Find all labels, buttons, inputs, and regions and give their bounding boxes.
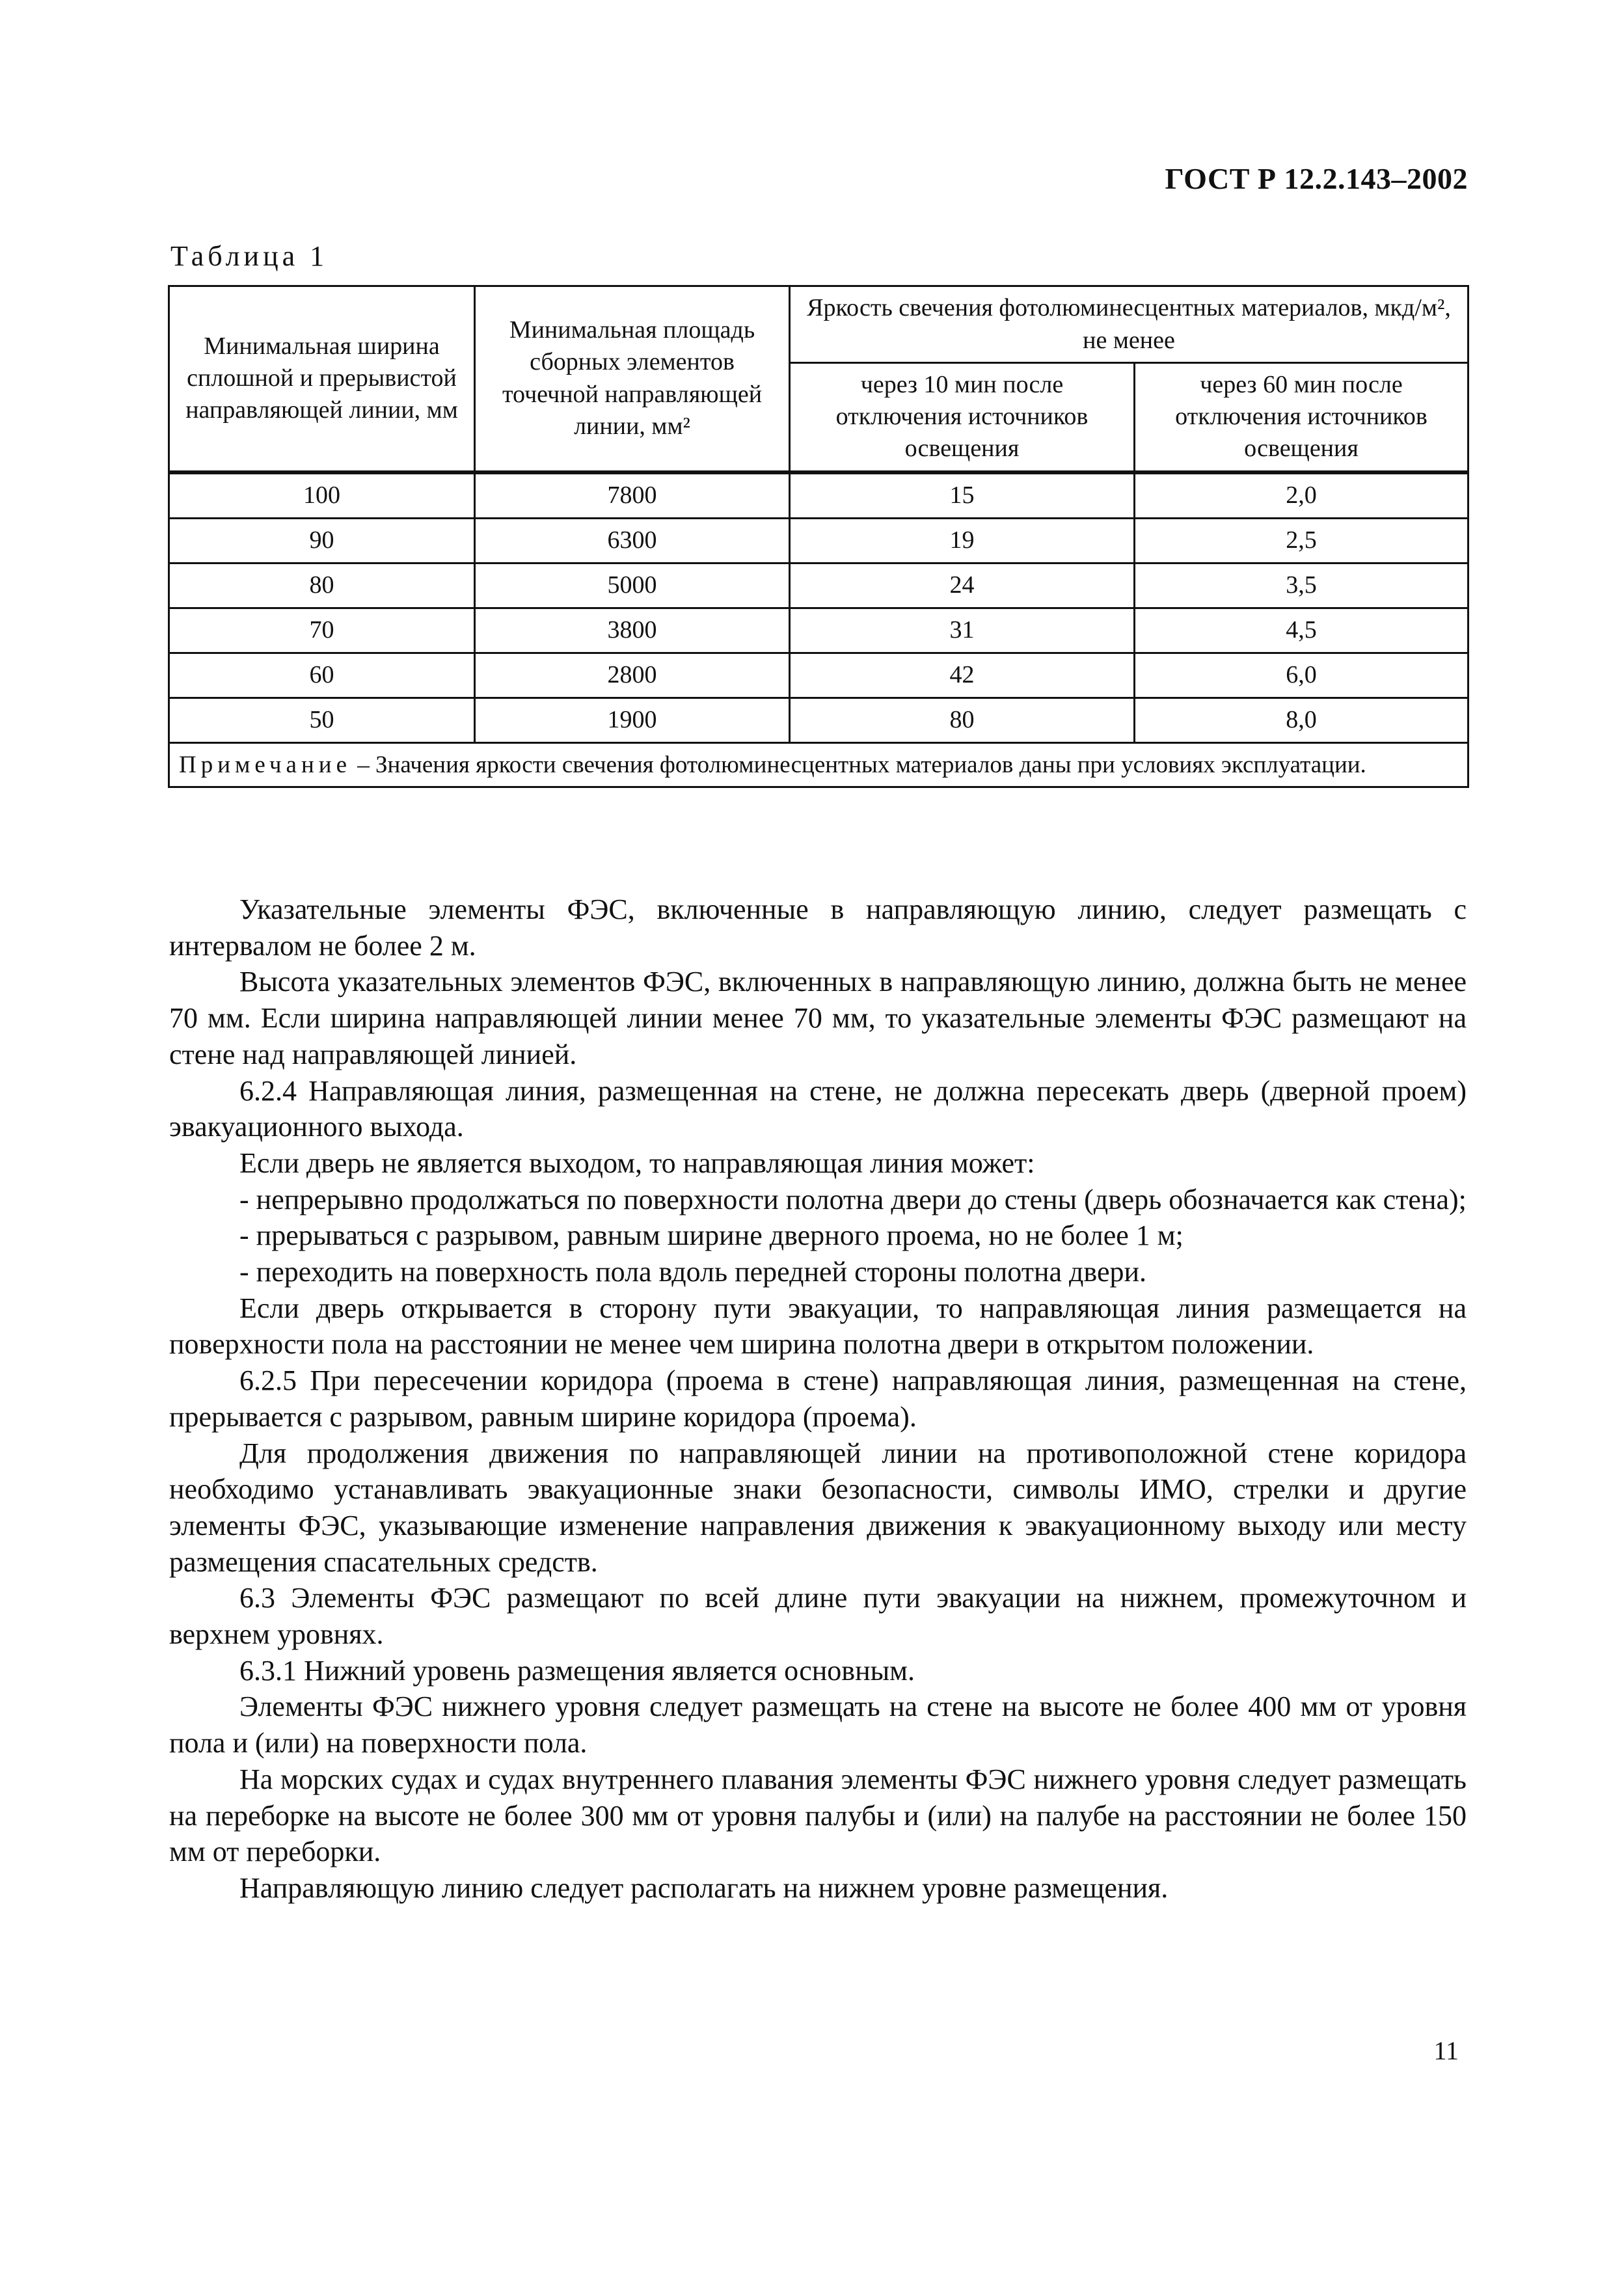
table-row (169, 608, 1468, 653)
note-text: – Значения яркости свечения фотолюминесцентных материалов даны при условиях эксплуатации. (351, 751, 1366, 778)
paragraph: 6.2.5 При пересечении коридора (проема в стене) направляющая линия, размещенная на стене, прерывается с разрывом, равным ширине коридора (проема). (169, 1364, 1467, 1433)
paragraph: Если дверь открывается в сторону пути эвакуации, то направляющая линия размещается на поверхности пола на расстоянии не менее чем ширина полотна двери в открытом положении. (169, 1292, 1467, 1361)
table-note-row (169, 742, 1468, 787)
table-cell: 15 (790, 472, 1135, 519)
table-cell: 60 (169, 653, 475, 698)
body-text (169, 891, 1467, 1907)
list-item: - прерываться с разрывом, равным ширине дверного проема, но не более 1 м; (239, 1219, 1184, 1252)
table-cell: 4,5 (1135, 608, 1468, 653)
table-cell: 3,5 (1135, 563, 1468, 608)
table-cell: 3800 (475, 608, 790, 653)
table-cell: 31 (790, 608, 1135, 653)
table-cell: 80 (169, 563, 475, 608)
table-row (169, 472, 1468, 519)
header-after-10-min: через 10 мин после отключения источников освещения (790, 363, 1135, 472)
table-row (169, 563, 1468, 608)
table-label: Таблица 1 (170, 240, 329, 272)
list-item: - переходить на поверхность пола вдоль передней стороны полотна двери. (239, 1256, 1147, 1288)
table-row (169, 653, 1468, 698)
paragraph: Для продолжения движения по направляющей линии на противоположной стене коридора необходимо устанавливать эвакуационные знаки безопасности, символы ИМО, стрелки и другие элементы ФЭС, указывающие изменение направления движения к эвакуационному выходу или месту размещения спасательных средств. (169, 1437, 1467, 1578)
table-row (169, 518, 1468, 563)
page-number: 11 (1433, 2036, 1459, 2065)
table-cell: 6300 (475, 518, 790, 563)
table-cell: 2,5 (1135, 518, 1468, 563)
table-row (169, 698, 1468, 742)
header-luminance-group: Яркость свечения фотолюминесцентных материалов, мкд/м², не менее (790, 286, 1468, 363)
paragraph: 6.2.4 Направляющая линия, размещенная на стене, не должна пересекать дверь (дверной проем) эвакуационного выхода. (169, 1074, 1467, 1143)
document-code: ГОСТ Р 12.2.143–2002 (1165, 162, 1468, 195)
table-cell: 6,0 (1135, 653, 1468, 698)
paragraph: На морских судах и судах внутреннего плавания элементы ФЭС нижнего уровня следует размещать на переборке на высоте не более 300 мм от уровня палубы и (или) на палубе на расстоянии не более 150 мм от переборки. (169, 1763, 1467, 1868)
luminance-table (168, 285, 1469, 788)
table-cell: 8,0 (1135, 698, 1468, 742)
table-cell: 70 (169, 608, 475, 653)
header-after-60-min: через 60 мин после отключения источников освещения (1135, 363, 1468, 472)
paragraph: Направляющую линию следует располагать на нижнем уровне размещения. (239, 1871, 1169, 1904)
table-cell: 80 (790, 698, 1135, 742)
paragraph: Высота указательных элементов ФЭС, включенных в направляющую линию, должна быть не менее 70 мм. Если ширина направляющей линии менее 70 мм, то указательные элементы ФЭС размещают на стене над направляющей линией. (169, 966, 1467, 1070)
table-cell: 24 (790, 563, 1135, 608)
table-cell: 7800 (475, 472, 790, 519)
header-min-area: Минимальная площадь сборных элементов точечной направляющей линии, мм² (475, 286, 790, 472)
table-cell: 2800 (475, 653, 790, 698)
table-cell: 19 (790, 518, 1135, 563)
table-cell: 42 (790, 653, 1135, 698)
table-cell: 50 (169, 698, 475, 742)
table-cell: 2,0 (1135, 472, 1468, 519)
paragraph: Если дверь не является выходом, то направляющая линия может: (239, 1147, 1035, 1179)
table-cell: 5000 (475, 563, 790, 608)
paragraph: Элементы ФЭС нижнего уровня следует размещать на стене на высоте не более 400 мм от уровня пола и (или) на поверхности пола. (169, 1690, 1467, 1759)
paragraph: 6.3 Элементы ФЭС размещают по всей длине пути эвакуации на нижнем, промежуточном и верхнем уровнях. (169, 1582, 1467, 1651)
paragraph: 6.3.1 Нижний уровень размещения является основным. (239, 1654, 915, 1687)
list-item: - непрерывно продолжаться по поверхности полотна двери до стены (дверь обозначается как стена); (239, 1183, 1467, 1215)
note-label: Примечание (179, 751, 351, 778)
table-cell: 1900 (475, 698, 790, 742)
table-cell: 90 (169, 518, 475, 563)
header-min-width: Минимальная ширина сплошной и прерывистой направляющей линии, мм (169, 286, 475, 472)
table-cell: 100 (169, 472, 475, 519)
paragraph: Указательные элементы ФЭС, включенные в направляющую линию, следует размещать с интервалом не более 2 м. (169, 893, 1467, 962)
table-note (169, 742, 1468, 787)
